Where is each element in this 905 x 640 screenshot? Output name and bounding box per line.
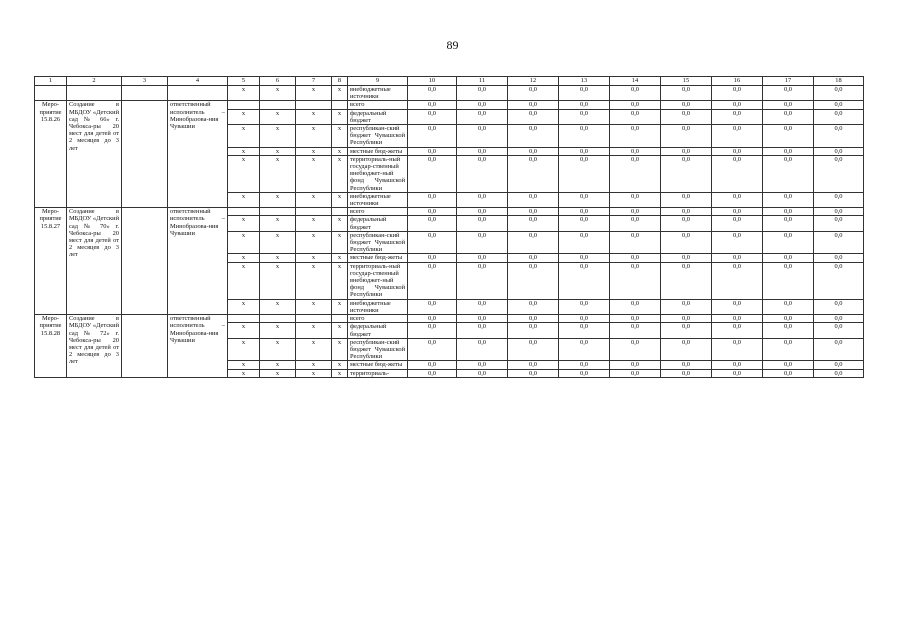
event-id: Меро-приятие 15.8.27 [35, 208, 67, 315]
amount-cell: 0,0 [457, 101, 508, 109]
mark-cell: x [332, 361, 348, 369]
mark-cell: x [228, 323, 260, 338]
amount-cell: 0,0 [408, 361, 457, 369]
amount-cell: 0,0 [508, 361, 559, 369]
amount-cell: 0,0 [814, 369, 864, 377]
event-name: Создание в МБДОУ «Детский сад № 72» г. Чебокса-ры 20 мест для детей от 2 месяцев до 3 лет [67, 315, 122, 378]
amount-cell: 0,0 [508, 192, 559, 207]
amount-cell: 0,0 [763, 262, 814, 299]
amount-cell: 0,0 [814, 147, 864, 155]
column-header-13: 13 [559, 77, 610, 86]
funding-source: республикан-ский бюджет Чувашской Республики [348, 231, 408, 254]
mark-cell: x [296, 231, 332, 254]
amount-cell: 0,0 [559, 192, 610, 207]
amount-cell: 0,0 [814, 125, 864, 148]
mark-cell: x [260, 86, 296, 101]
amount-cell: 0,0 [814, 231, 864, 254]
column-header-2: 2 [67, 77, 122, 86]
mark-cell: x [228, 299, 260, 314]
funding-source: местные бюд-жеты [348, 147, 408, 155]
amount-cell: 0,0 [559, 147, 610, 155]
amount-cell: 0,0 [508, 338, 559, 361]
amount-cell: 0,0 [408, 299, 457, 314]
amount-cell: 0,0 [457, 254, 508, 262]
amount-cell: 0,0 [712, 208, 763, 216]
amount-cell: 0,0 [610, 147, 661, 155]
amount-cell: 0,0 [408, 254, 457, 262]
amount-cell: 0,0 [814, 155, 864, 192]
amount-cell: 0,0 [763, 338, 814, 361]
amount-cell: 0,0 [559, 101, 610, 109]
funding-source: территориаль-ный государ-ственный внебюджет-ный фонд Чувашской Республики [348, 155, 408, 192]
empty-cell [122, 315, 168, 378]
column-number-header [35, 77, 864, 86]
amount-cell: 0,0 [508, 208, 559, 216]
amount-cell: 0,0 [508, 315, 559, 323]
column-header-17: 17 [763, 77, 814, 86]
amount-cell: 0,0 [814, 262, 864, 299]
funding-source: территориаль-ный государ-ственный внебюджет-ный фонд Чувашской Республики [348, 262, 408, 299]
amount-cell: 0,0 [763, 208, 814, 216]
mark-cell: x [296, 147, 332, 155]
mark-cell: x [332, 216, 348, 231]
mark-cell: x [228, 125, 260, 148]
amount-cell: 0,0 [661, 155, 712, 192]
empty-cell [67, 86, 122, 101]
amount-cell: 0,0 [457, 323, 508, 338]
mark-cell [260, 208, 296, 216]
amount-cell: 0,0 [610, 208, 661, 216]
amount-cell: 0,0 [508, 216, 559, 231]
amount-cell: 0,0 [408, 323, 457, 338]
amount-cell: 0,0 [661, 338, 712, 361]
executor: ответственный исполнитель – Минобразова-ния Чувашии [168, 315, 228, 378]
mark-cell: x [260, 155, 296, 192]
mark-cell: x [332, 254, 348, 262]
amount-cell: 0,0 [763, 125, 814, 148]
amount-cell: 0,0 [712, 369, 763, 377]
funding-source: республикан-ский бюджет Чувашской Республики [348, 338, 408, 361]
amount-cell: 0,0 [559, 315, 610, 323]
amount-cell: 0,0 [814, 254, 864, 262]
funding-source: внебюджетные источники [348, 299, 408, 314]
mark-cell: x [228, 192, 260, 207]
mark-cell: x [260, 192, 296, 207]
amount-cell: 0,0 [559, 155, 610, 192]
mark-cell: x [228, 231, 260, 254]
mark-cell: x [332, 147, 348, 155]
amount-cell: 0,0 [508, 86, 559, 101]
amount-cell: 0,0 [408, 208, 457, 216]
mark-cell: x [228, 155, 260, 192]
amount-cell: 0,0 [559, 323, 610, 338]
mark-cell: x [260, 125, 296, 148]
mark-cell: x [332, 299, 348, 314]
empty-cell [122, 86, 168, 101]
amount-cell: 0,0 [712, 216, 763, 231]
amount-cell: 0,0 [814, 299, 864, 314]
table-row [35, 101, 864, 109]
funding-source: территориаль- [348, 369, 408, 377]
amount-cell: 0,0 [508, 254, 559, 262]
amount-cell: 0,0 [559, 216, 610, 231]
mark-cell: x [228, 254, 260, 262]
mark-cell: x [228, 86, 260, 101]
amount-cell: 0,0 [457, 262, 508, 299]
amount-cell: 0,0 [661, 208, 712, 216]
amount-cell: 0,0 [559, 254, 610, 262]
funding-source: федеральный бюджет [348, 216, 408, 231]
amount-cell: 0,0 [457, 299, 508, 314]
amount-cell: 0,0 [559, 86, 610, 101]
funding-source: всего [348, 315, 408, 323]
amount-cell: 0,0 [408, 338, 457, 361]
mark-cell: x [260, 338, 296, 361]
amount-cell: 0,0 [661, 361, 712, 369]
mark-cell: x [260, 147, 296, 155]
mark-cell: x [332, 125, 348, 148]
funding-source: всего [348, 208, 408, 216]
mark-cell: x [296, 361, 332, 369]
amount-cell: 0,0 [408, 147, 457, 155]
funding-source: республикан-ский бюджет Чувашской Республики [348, 125, 408, 148]
table-row [35, 208, 864, 216]
amount-cell: 0,0 [763, 299, 814, 314]
amount-cell: 0,0 [661, 101, 712, 109]
amount-cell: 0,0 [508, 369, 559, 377]
amount-cell: 0,0 [661, 254, 712, 262]
amount-cell: 0,0 [559, 262, 610, 299]
amount-cell: 0,0 [712, 109, 763, 124]
funding-source: местные бюд-жеты [348, 254, 408, 262]
amount-cell: 0,0 [559, 208, 610, 216]
funding-source: местные бюд-жеты [348, 361, 408, 369]
amount-cell: 0,0 [763, 192, 814, 207]
mark-cell: x [296, 109, 332, 124]
mark-cell [332, 315, 348, 323]
amount-cell: 0,0 [712, 361, 763, 369]
amount-cell: 0,0 [661, 216, 712, 231]
mark-cell: x [228, 262, 260, 299]
amount-cell: 0,0 [610, 231, 661, 254]
amount-cell: 0,0 [814, 208, 864, 216]
amount-cell: 0,0 [457, 155, 508, 192]
amount-cell: 0,0 [763, 216, 814, 231]
empty-cell [168, 86, 228, 101]
mark-cell [228, 101, 260, 109]
mark-cell: x [296, 299, 332, 314]
mark-cell: x [296, 254, 332, 262]
amount-cell: 0,0 [457, 231, 508, 254]
mark-cell: x [228, 361, 260, 369]
funding-source: внебюджетные источники [348, 192, 408, 207]
column-header-10: 10 [408, 77, 457, 86]
amount-cell: 0,0 [610, 299, 661, 314]
amount-cell: 0,0 [408, 101, 457, 109]
amount-cell: 0,0 [814, 86, 864, 101]
amount-cell: 0,0 [763, 369, 814, 377]
column-header-15: 15 [661, 77, 712, 86]
amount-cell: 0,0 [661, 109, 712, 124]
mark-cell [296, 101, 332, 109]
amount-cell: 0,0 [661, 147, 712, 155]
mark-cell: x [332, 369, 348, 377]
amount-cell: 0,0 [661, 369, 712, 377]
amount-cell: 0,0 [763, 361, 814, 369]
mark-cell: x [296, 338, 332, 361]
amount-cell: 0,0 [457, 147, 508, 155]
column-header-6: 6 [260, 77, 296, 86]
mark-cell: x [228, 369, 260, 377]
amount-cell: 0,0 [712, 192, 763, 207]
amount-cell: 0,0 [559, 109, 610, 124]
amount-cell: 0,0 [661, 86, 712, 101]
amount-cell: 0,0 [661, 299, 712, 314]
amount-cell: 0,0 [814, 315, 864, 323]
mark-cell: x [228, 338, 260, 361]
amount-cell: 0,0 [712, 323, 763, 338]
amount-cell: 0,0 [559, 299, 610, 314]
amount-cell: 0,0 [610, 323, 661, 338]
mark-cell [260, 315, 296, 323]
funding-source: федеральный бюджет [348, 323, 408, 338]
mark-cell: x [332, 231, 348, 254]
amount-cell: 0,0 [508, 109, 559, 124]
mark-cell: x [260, 231, 296, 254]
amount-cell: 0,0 [661, 323, 712, 338]
amount-cell: 0,0 [661, 125, 712, 148]
mark-cell: x [296, 86, 332, 101]
amount-cell: 0,0 [457, 338, 508, 361]
amount-cell: 0,0 [508, 262, 559, 299]
event-name: Создание в МБДОУ «Детский сад № 66» г. Чебокса-ры 20 мест для детей от 2 месяцев до 3 лет [67, 101, 122, 208]
amount-cell: 0,0 [814, 109, 864, 124]
mark-cell: x [260, 361, 296, 369]
mark-cell: x [296, 192, 332, 207]
amount-cell: 0,0 [408, 262, 457, 299]
mark-cell: x [332, 262, 348, 299]
amount-cell: 0,0 [763, 86, 814, 101]
amount-cell: 0,0 [610, 216, 661, 231]
amount-cell: 0,0 [457, 315, 508, 323]
amount-cell: 0,0 [712, 262, 763, 299]
column-header-1: 1 [35, 77, 67, 86]
amount-cell: 0,0 [508, 101, 559, 109]
amount-cell: 0,0 [712, 315, 763, 323]
mark-cell [260, 101, 296, 109]
funding-source: федеральный бюджет [348, 109, 408, 124]
executor: ответственный исполнитель – Минобразова-ния Чувашии [168, 101, 228, 208]
amount-cell: 0,0 [559, 231, 610, 254]
amount-cell: 0,0 [763, 231, 814, 254]
column-header-11: 11 [457, 77, 508, 86]
event-name: Создание в МБДОУ «Детский сад № 70» г. Чебокса-ры 20 мест для детей от 2 месяцев до 3 лет [67, 208, 122, 315]
amount-cell: 0,0 [661, 231, 712, 254]
amount-cell: 0,0 [763, 315, 814, 323]
amount-cell: 0,0 [661, 192, 712, 207]
amount-cell: 0,0 [814, 323, 864, 338]
amount-cell: 0,0 [610, 192, 661, 207]
mark-cell: x [228, 109, 260, 124]
amount-cell: 0,0 [814, 101, 864, 109]
amount-cell: 0,0 [559, 125, 610, 148]
amount-cell: 0,0 [610, 125, 661, 148]
amount-cell: 0,0 [712, 147, 763, 155]
amount-cell: 0,0 [408, 125, 457, 148]
amount-cell: 0,0 [763, 109, 814, 124]
page-number: 89 [446, 38, 459, 52]
amount-cell: 0,0 [408, 216, 457, 231]
amount-cell: 0,0 [763, 155, 814, 192]
mark-cell: x [260, 109, 296, 124]
column-header-3: 3 [122, 77, 168, 86]
mark-cell: x [332, 86, 348, 101]
column-header-5: 5 [228, 77, 260, 86]
mark-cell [296, 315, 332, 323]
mark-cell: x [260, 216, 296, 231]
amount-cell: 0,0 [610, 369, 661, 377]
amount-cell: 0,0 [508, 125, 559, 148]
amount-cell: 0,0 [508, 299, 559, 314]
amount-cell: 0,0 [457, 192, 508, 207]
empty-cell [122, 101, 168, 208]
mark-cell [332, 101, 348, 109]
mark-cell: x [332, 192, 348, 207]
amount-cell: 0,0 [712, 86, 763, 101]
amount-cell: 0,0 [508, 147, 559, 155]
mark-cell [228, 208, 260, 216]
amount-cell: 0,0 [763, 101, 814, 109]
mark-cell: x [332, 155, 348, 192]
amount-cell: 0,0 [610, 101, 661, 109]
amount-cell: 0,0 [610, 155, 661, 192]
table-row [35, 86, 864, 101]
amount-cell: 0,0 [712, 254, 763, 262]
amount-cell: 0,0 [712, 155, 763, 192]
amount-cell: 0,0 [610, 361, 661, 369]
event-id: Меро-приятие 15.8.26 [35, 101, 67, 208]
column-header-18: 18 [814, 77, 864, 86]
amount-cell: 0,0 [712, 231, 763, 254]
column-header-4: 4 [168, 77, 228, 86]
mark-cell: x [296, 262, 332, 299]
amount-cell: 0,0 [508, 231, 559, 254]
mark-cell [296, 208, 332, 216]
amount-cell: 0,0 [712, 299, 763, 314]
amount-cell: 0,0 [408, 231, 457, 254]
amount-cell: 0,0 [712, 125, 763, 148]
amount-cell: 0,0 [457, 216, 508, 231]
amount-cell: 0,0 [610, 109, 661, 124]
amount-cell: 0,0 [457, 109, 508, 124]
amount-cell: 0,0 [457, 369, 508, 377]
budget-table [34, 76, 864, 378]
amount-cell: 0,0 [610, 254, 661, 262]
amount-cell: 0,0 [408, 109, 457, 124]
table-row [35, 315, 864, 323]
amount-cell: 0,0 [763, 323, 814, 338]
amount-cell: 0,0 [610, 338, 661, 361]
amount-cell: 0,0 [814, 216, 864, 231]
amount-cell: 0,0 [661, 262, 712, 299]
amount-cell: 0,0 [712, 101, 763, 109]
amount-cell: 0,0 [508, 323, 559, 338]
amount-cell: 0,0 [661, 315, 712, 323]
column-header-16: 16 [712, 77, 763, 86]
mark-cell: x [332, 109, 348, 124]
amount-cell: 0,0 [508, 155, 559, 192]
mark-cell: x [296, 323, 332, 338]
funding-source: всего [348, 101, 408, 109]
mark-cell: x [260, 299, 296, 314]
column-header-12: 12 [508, 77, 559, 86]
mark-cell [228, 315, 260, 323]
amount-cell: 0,0 [814, 361, 864, 369]
funding-source: внебюджетные источники [348, 86, 408, 101]
amount-cell: 0,0 [559, 361, 610, 369]
mark-cell: x [260, 262, 296, 299]
empty-cell [35, 86, 67, 101]
amount-cell: 0,0 [457, 125, 508, 148]
mark-cell: x [332, 338, 348, 361]
mark-cell: x [296, 216, 332, 231]
amount-cell: 0,0 [610, 86, 661, 101]
mark-cell: x [228, 216, 260, 231]
amount-cell: 0,0 [457, 86, 508, 101]
mark-cell: x [260, 369, 296, 377]
amount-cell: 0,0 [457, 361, 508, 369]
amount-cell: 0,0 [763, 147, 814, 155]
mark-cell: x [296, 125, 332, 148]
amount-cell: 0,0 [457, 208, 508, 216]
amount-cell: 0,0 [408, 192, 457, 207]
amount-cell: 0,0 [610, 315, 661, 323]
mark-cell: x [332, 323, 348, 338]
empty-cell [122, 208, 168, 315]
amount-cell: 0,0 [408, 315, 457, 323]
mark-cell: x [260, 254, 296, 262]
amount-cell: 0,0 [763, 254, 814, 262]
mark-cell: x [228, 147, 260, 155]
column-header-8: 8 [332, 77, 348, 86]
amount-cell: 0,0 [610, 262, 661, 299]
event-id: Меро-приятие 15.8.28 [35, 315, 67, 378]
executor: ответственный исполнитель – Минобразова-ния Чувашии [168, 208, 228, 315]
amount-cell: 0,0 [814, 338, 864, 361]
amount-cell: 0,0 [559, 338, 610, 361]
column-header-9: 9 [348, 77, 408, 86]
amount-cell: 0,0 [814, 192, 864, 207]
mark-cell: x [296, 369, 332, 377]
mark-cell: x [260, 323, 296, 338]
amount-cell: 0,0 [408, 369, 457, 377]
column-header-14: 14 [610, 77, 661, 86]
mark-cell [332, 208, 348, 216]
column-header-7: 7 [296, 77, 332, 86]
amount-cell: 0,0 [559, 369, 610, 377]
amount-cell: 0,0 [712, 338, 763, 361]
amount-cell: 0,0 [408, 86, 457, 101]
mark-cell: x [296, 155, 332, 192]
amount-cell: 0,0 [408, 155, 457, 192]
